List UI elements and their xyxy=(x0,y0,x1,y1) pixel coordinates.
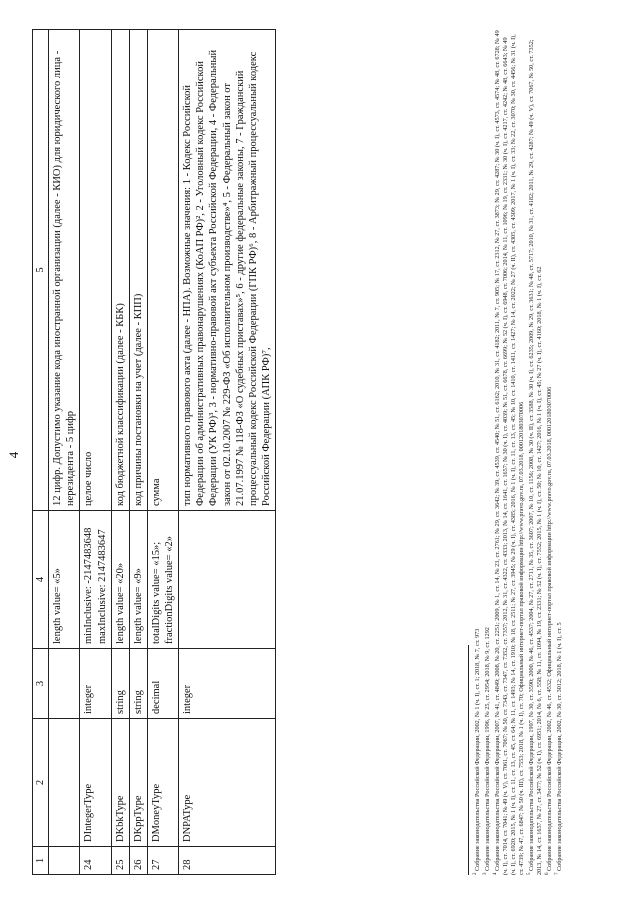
base-type-cell: string xyxy=(129,649,147,719)
footnote xyxy=(555,30,564,875)
type-name-cell xyxy=(49,719,80,847)
row-number-cell: 26 xyxy=(129,847,147,875)
restriction-cell: length value= «20» xyxy=(111,511,129,649)
type-name-cell: DMoneyType xyxy=(147,719,178,847)
restriction-cell xyxy=(179,511,276,649)
description-cell: целое число xyxy=(80,30,111,511)
footnote-text: Собрание законодательства Российской Федерации, 2002, № 1 (ч. I), ст. 1; 2018, № 7, ст. 973 xyxy=(474,628,482,871)
footnote-text: Собрание законодательства Российской Федерации, 1997, № 30, ст. 3590; 2000, № 46, ст. 4537; 2004, № 27, ст. 2711, № 35, ст. 3607; 2007, № 10, ст. 1156; 2008, № 30 (ч. II), ст. 3588, № 30 (ч. I), ст. 6235; 2009, № 29, ст. 3631; № 48, ст. 5717; 2010, № 31, ст. 4182; 2011, № 29, ст. 4287; № 49 (ч. V), ст. 7067, № 50, ст. 7352; 2013, № 14, ст. 1657, № 27, ст. 3477; № 52 (ч. I), ст. 6951; 2014, № 6, ст. 558; № 11, ст. 1094, № 19, ст. 2331; № 52 (ч. I), ст. 7552; 2015, № 1 (ч. I), ст. 50; № 10, ст. 1427; 2016, № 1 (ч. I), ст. 45; № 27 (ч. I), ст. 4160; 2018, № 1 (ч. I), ст. 62 xyxy=(527,39,543,875)
type-definition-table xyxy=(32,29,276,875)
restriction-cell: length value= «9» xyxy=(129,511,147,649)
type-name-cell: DKbkType xyxy=(111,719,129,847)
page-number: 4 xyxy=(6,451,21,459)
table-row xyxy=(129,30,147,875)
row-number-cell: 28 xyxy=(179,847,276,875)
base-type-cell xyxy=(49,649,80,719)
restriction-cell: length value= «5» xyxy=(49,511,80,649)
footnote-mark: 4 xyxy=(493,872,498,875)
base-type-cell: decimal xyxy=(147,649,178,719)
row-number-cell: 24 xyxy=(80,847,111,875)
footnote xyxy=(493,30,526,875)
table-header xyxy=(33,30,49,875)
column-header: 2 xyxy=(33,719,49,847)
table-row xyxy=(111,30,129,875)
table-row xyxy=(147,30,178,875)
restriction-cell: totalDigits value= «15»; fractionDigits value= «2» xyxy=(147,511,178,649)
table-row-continuation xyxy=(49,30,80,875)
description-cell: код бюджетной классификации (далее - КБК) xyxy=(111,30,129,511)
footnote-mark: 5 xyxy=(526,872,532,875)
type-name-cell: DNPAType xyxy=(179,719,276,847)
base-type-cell: integer xyxy=(179,649,276,719)
type-name-cell: DKppType xyxy=(129,719,147,847)
type-name-cell: DIntegerType xyxy=(80,719,111,847)
column-header: 4 xyxy=(33,511,49,649)
footnote xyxy=(527,30,544,875)
table-row xyxy=(179,30,276,875)
footnote-mark: 3 xyxy=(483,872,488,875)
base-type-cell: string xyxy=(111,649,129,719)
description-cell: тип нормативного правового акта (далее - НПА). Возможные значения: 1 - Кодекс Российской Федерации об административных правонарушениях (КоАП РФ)², 2 - Уголовный кодекс Российской Федерации (УК РФ)³, 3 - нормативно-правовой акт субъекта Российской Федерации, 4 - Федеральный закон от 02.10.2007 № 229-ФЗ «Об исполнительном производстве»⁴, 5 - Федеральный закон от 21.07.1997 № 118-ФЗ «О судебных приставах»⁵, 6 - другие федеральные законы, 7 - Гражданский процессуальный кодекс Российской Федерации (ГПК РФ)⁶, 8 - Арбитражный процессуальный кодекс Российской Федерации (АПК РФ)⁷, xyxy=(179,30,276,511)
footnote-divider xyxy=(468,645,469,875)
restriction-cell: minInclusive: -2147483648 maxInclusive: 2147483647 xyxy=(80,511,111,649)
footnote-mark: 2 xyxy=(473,872,478,875)
column-header: 1 xyxy=(33,847,49,875)
row-number-cell: 25 xyxy=(111,847,129,875)
column-header: 3 xyxy=(33,649,49,719)
description-cell: код причины постановки на учет (далее - КПП) xyxy=(129,30,147,511)
footnote-mark: 6 xyxy=(544,872,550,875)
row-number-cell xyxy=(49,847,80,875)
footnote-text: Собрание законодательства Российской Федерации, 2007, № 41, ст. 4849; 2008, № 20, ст. 2251; 2009, № 1, ст. 14, № 23, ст. 2761; № 29, ст. 3642; № 39, ст. 4539, ст. 4540; № 51, ст. 6162; 2010, № 31, ст. 4182; 2011, № 7, ст. 905; № 17, ст. 2312, № 27, ст. 3873; № 29, ст. 4287; № 30 (ч. I), ст. 4573, ст. 4574; № 48, ст. 6728; № 49 (ч. I), ст. 7014, ст. 7041; № 49 (ч. V), ст. 7061, ст. 7067; № 50, ст. 7343, ст. 7347, ст. 7352, ст. 7357; 2012, № 31, ст. 4322, ст. 4333; 2013, № 14, ст. 1641, ст. 1657; № 30 (ч. I), ст. 4039; № 51, ст. 6678, ст. 6699; № 52 (ч. I), ст. 6948, ст. 7006; 2014, № 11, ст. 1096; № 19, ст. 2331; № 30 (ч. I), ст. 4217, ст. 4242; № 48, ст. 6643; № 49 (ч. I), ст. 6920; 2015, № 1 (ч. I), ст. 11, ст. 13, ст. 45, ст. 64; № 11, ст. 1493; № 14, ст. 1910; № 18, ст. 2511; № 27, ст. 3945; № 29 (ч. I), ст. 4385; 2016, № 1 (ч. I), ст. 11, ст. 13, ст. 45; № 10, ст. 1410, ст. 1411, ст. 1427; № 14, ст. 2022; № 27 (ч. II), ст. 4305, ст. 4309; 2017, № 1 (ч. I), ст. 33; № 22, ст. 3070; № 30, ст. 4456; № 31 (ч. I), ст. 4739; № 47, ст. 6847; № 50 (ч. III), ст. 7553; 2018, № 1 (ч. I), ст. 70; Официальный интернет-портал правовой информации http://www.pravo.gov.ru, 07.03.2018, 0001201803070006 xyxy=(494,30,525,875)
base-type-cell: integer xyxy=(80,649,111,719)
footnote-text: Собрание законодательства Российской Федерации, 2002, № 30, ст. 3012; 2018, № 1 (ч. I), ст. 5 xyxy=(555,622,563,871)
footnote xyxy=(545,30,554,875)
footnote-text: Собрание законодательства Российской Федерации, 1996, № 25, ст. 2954; 2018, № 9, ст. 1292 xyxy=(484,627,492,871)
footnote xyxy=(473,30,482,875)
description-cell: 12 цифр. Допустимо указание кода иностранной организации (далее - КИО) для юридического лица - нерезидента - 5 цифр xyxy=(49,30,80,511)
footnote-mark: 7 xyxy=(554,872,560,875)
description-cell: сумма xyxy=(147,30,178,511)
column-header: 5 xyxy=(33,30,49,511)
header-row xyxy=(33,30,49,875)
footnote-text: Собрание законодательства Российской Федерации, 2002, № 46, ст. 4532; Официальный интернет-портал правовой информации http://www.pravo.gov.ru, 07.03.2018, 0001201803070006 xyxy=(545,386,553,871)
footnote xyxy=(483,30,492,875)
table-row xyxy=(80,30,111,875)
footnotes xyxy=(468,30,565,875)
row-number-cell: 27 xyxy=(147,847,178,875)
